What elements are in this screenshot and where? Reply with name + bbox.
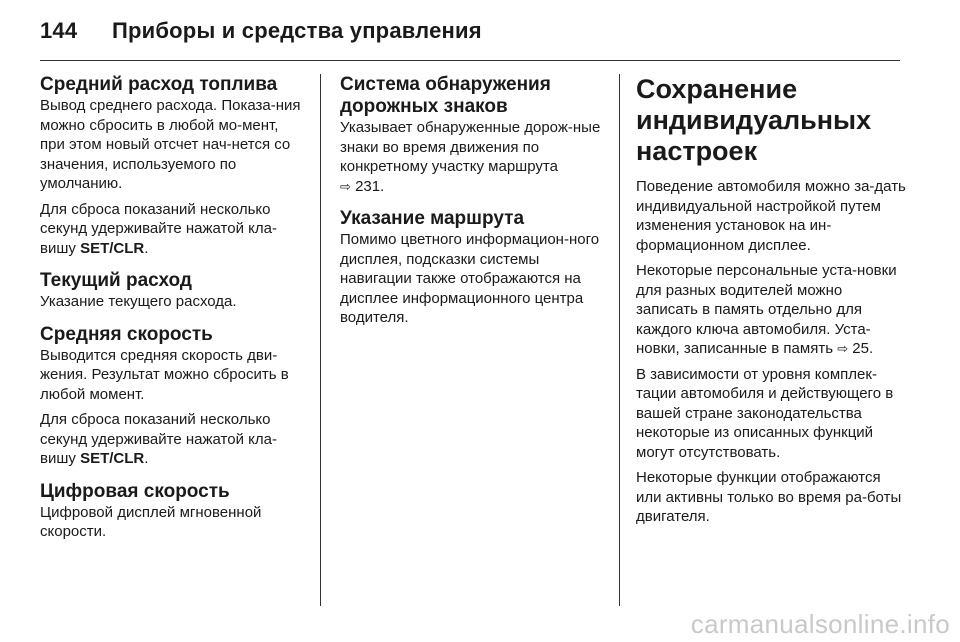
section-heading-traffic-signs: Система обнаружения дорожных знаков bbox=[340, 74, 551, 117]
paragraph: Помимо цветного информацион-ного дисплея, подсказки системы навигации также отображаются на дисплее информационного центра водителя. bbox=[340, 231, 600, 326]
key-label: SET/CLR bbox=[80, 450, 145, 467]
section-heading-digital-speed: Цифровая скорость bbox=[40, 480, 230, 502]
column-divider-1 bbox=[320, 74, 321, 606]
paragraph: Вывод среднего расхода. Показа-ния можно сбросить в любой мо-мент, при этом новый отсчет нач-нется со значения, используемого по умолчанию. bbox=[40, 97, 301, 192]
text: . bbox=[144, 239, 149, 257]
main-heading: Сохранение индивидуальных настроек bbox=[636, 74, 872, 166]
page-header bbox=[40, 18, 482, 44]
column-3 bbox=[636, 74, 906, 527]
page-reference[interactable]: 25. bbox=[852, 340, 874, 357]
key-label: SET/CLR bbox=[80, 239, 145, 257]
paragraph-reset bbox=[40, 410, 302, 469]
section-heading-route-guidance: Указание маршрута bbox=[340, 208, 525, 229]
paragraph: Выводится средняя скорость дви-жения. Результат можно сбросить в любой момент. bbox=[40, 346, 289, 403]
paragraph: Некоторые функции отображаются или активны только во время ра-боты двигателя. bbox=[636, 469, 902, 525]
column-1 bbox=[40, 74, 302, 542]
column-divider-2 bbox=[619, 74, 620, 606]
text: . bbox=[144, 450, 149, 467]
text: Некоторые персональные уста-новки для разных водителей можно записать в память отдельно для каждого ключа автомобиля. Уста-новки, записанные в память bbox=[636, 262, 897, 357]
paragraph-reset bbox=[40, 200, 302, 259]
page-title: Приборы и средства управления bbox=[112, 18, 482, 43]
page-number: 144 bbox=[40, 18, 78, 43]
paragraph: Цифровой дисплей мгновенной скорости. bbox=[40, 503, 262, 540]
watermark: carmanualsonline.info bbox=[690, 609, 950, 639]
reference-arrow-icon: ⇨ bbox=[837, 341, 849, 356]
section-heading-avg-consumption: Средний расход топлива bbox=[40, 74, 278, 95]
section-heading-avg-speed: Средняя скорость bbox=[40, 323, 213, 345]
header-rule bbox=[40, 60, 900, 61]
text: Указывает обнаруженные дорож-ные знаки во время движения по конкретному участку маршрута bbox=[340, 119, 601, 175]
page-reference[interactable]: 231. bbox=[355, 177, 385, 195]
paragraph: В зависимости от уровня комплек-тации автомобиля и действующего в вашей стране законодательства некоторые из описанных функций могут отсутствовать. bbox=[636, 365, 894, 461]
column-2 bbox=[340, 74, 602, 328]
text: Для сброса показаний несколько секунд удерживайте нажатой кла-вишу bbox=[40, 411, 277, 467]
section-heading-current-consumption: Текущий расход bbox=[40, 270, 192, 291]
paragraph bbox=[340, 118, 602, 196]
paragraph: Указание текущего расхода. bbox=[40, 293, 237, 310]
reference-arrow-icon: ⇨ bbox=[340, 178, 351, 194]
paragraph bbox=[636, 261, 906, 359]
text: Для сброса показаний несколько секунд удерживайте нажатой кла-вишу bbox=[40, 200, 277, 257]
paragraph: Поведение автомобиля можно за-дать индивидуальной настройкой путем изменения установок на ин-формационном дисплее. bbox=[636, 178, 906, 254]
